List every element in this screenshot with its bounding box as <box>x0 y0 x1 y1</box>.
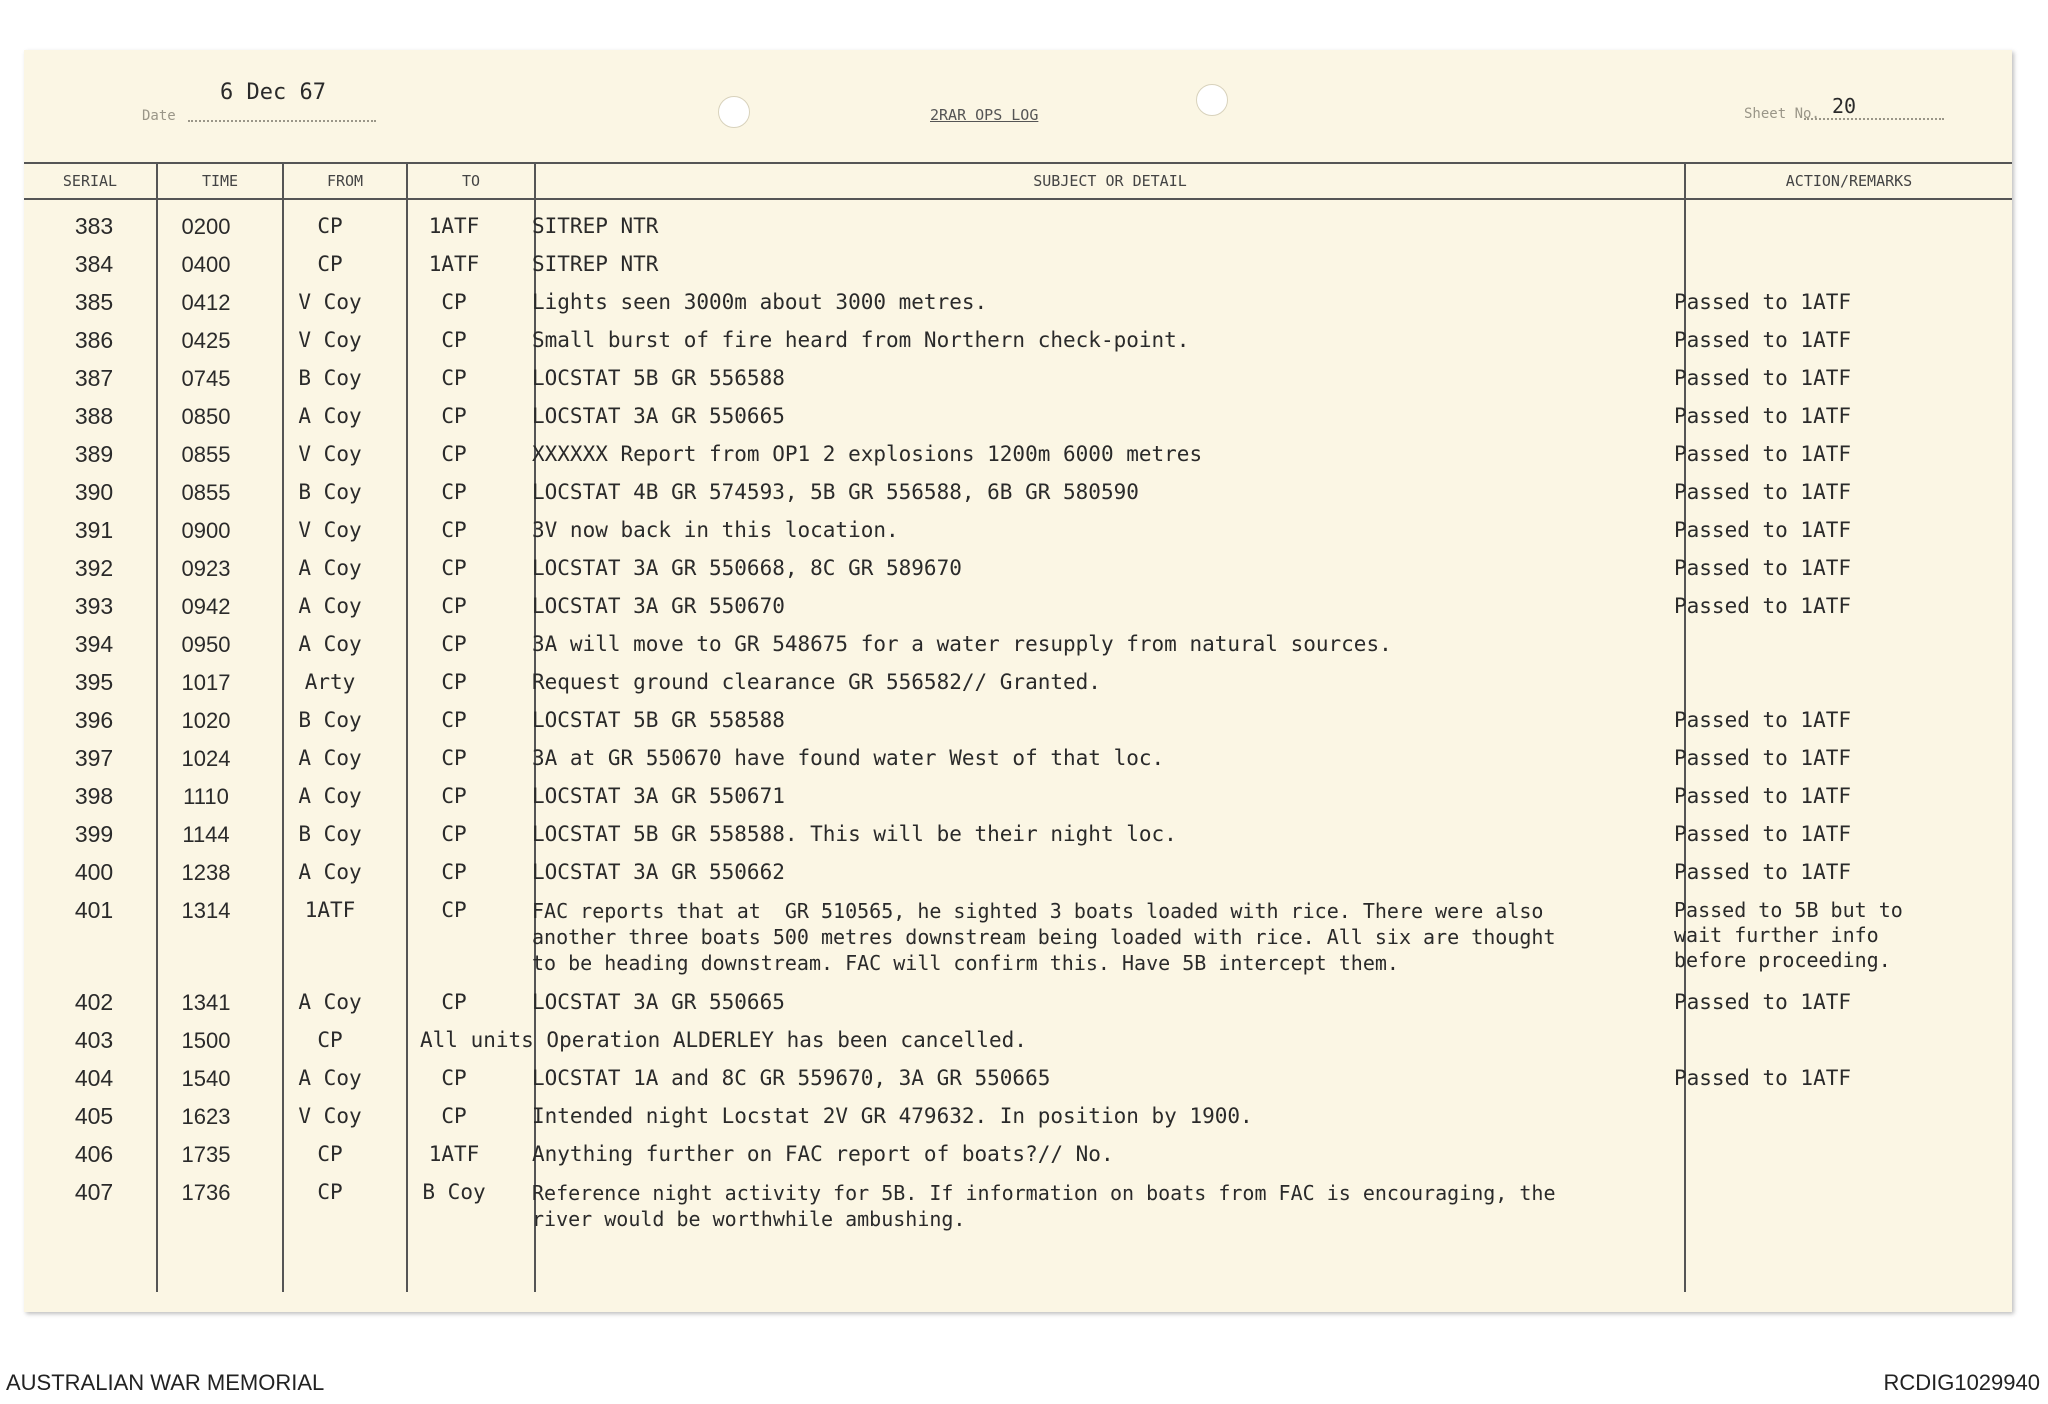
cell-from: A Coy <box>298 632 362 656</box>
cell-time: 0400 <box>181 252 231 277</box>
cell-time: 1144 <box>182 822 230 847</box>
cell-time: 0745 <box>181 366 231 391</box>
cell-action: Passed to 1ATF <box>1674 784 1852 808</box>
cell-from: Arty <box>304 670 356 694</box>
cell-from: B Coy <box>298 822 362 846</box>
cell-to: CP <box>441 518 467 542</box>
header-top-rule <box>24 162 2012 164</box>
cell-serial: 392 <box>74 555 114 581</box>
cell-serial: 385 <box>74 289 114 315</box>
cell-to: CP <box>441 708 467 732</box>
cell-serial: 391 <box>74 517 114 543</box>
cell-serial: 404 <box>74 1065 114 1091</box>
cell-action: Passed to 1ATF <box>1674 480 1852 504</box>
cell-time: 0850 <box>181 404 231 429</box>
cell-to: CP <box>441 784 467 808</box>
cell-serial: 396 <box>74 707 114 733</box>
cell-to: CP <box>441 328 467 352</box>
cell-serial: 383 <box>74 213 114 239</box>
cell-from: V Coy <box>298 1104 362 1128</box>
cell-time: 1735 <box>181 1142 231 1167</box>
cell-serial: 398 <box>74 783 114 809</box>
cell-action: Passed to 1ATF <box>1674 594 1852 618</box>
cell-time: 1540 <box>181 1066 231 1091</box>
cell-serial: 402 <box>74 989 114 1015</box>
cell-subject: SITREP NTR <box>532 214 659 238</box>
cell-from: A Coy <box>298 990 362 1014</box>
cell-action: Passed to 1ATF <box>1674 708 1852 732</box>
cell-to: CP <box>441 746 467 770</box>
cell-subject: LOCSTAT 1A and 8C GR 559670, 3A GR 550665 <box>532 1066 1051 1090</box>
cell-to: CP <box>441 1066 467 1090</box>
cell-from: CP <box>317 1180 343 1204</box>
cell-time: 1623 <box>181 1104 231 1129</box>
cell-time: 0425 <box>181 328 231 353</box>
cell-to: B Coy <box>422 1180 486 1204</box>
cell-to: CP <box>441 898 467 922</box>
column-header-time: TIME <box>201 172 239 190</box>
cell-from: 1ATF <box>304 898 356 922</box>
cell-subject: LOCSTAT 4B GR 574593, 5B GR 556588, 6B GR 580590 <box>532 480 1139 504</box>
cell-time: 0412 <box>181 290 231 315</box>
cell-action: Passed to 1ATF <box>1674 556 1852 580</box>
cell-subject: LOCSTAT 5B GR 558588 <box>532 708 785 732</box>
column-header-action: ACTION/REMARKS <box>1785 172 1913 190</box>
cell-serial: 399 <box>74 821 114 847</box>
cell-from: CP <box>317 214 343 238</box>
cell-action: Passed to 1ATF <box>1674 822 1852 846</box>
cell-from: CP <box>317 1142 343 1166</box>
cell-from: A Coy <box>298 860 362 884</box>
sheet-number: 20 <box>1832 94 1857 118</box>
cell-serial: 384 <box>74 251 114 277</box>
cell-to: CP <box>441 480 467 504</box>
cell-subject: Anything further on FAC report of boats?// No. <box>532 1142 1114 1166</box>
cell-to: CP <box>441 990 467 1014</box>
cell-to: CP <box>441 822 467 846</box>
cell-from: V Coy <box>298 290 362 314</box>
cell-from: B Coy <box>298 366 362 390</box>
cell-from: A Coy <box>298 746 362 770</box>
cell-subject: Lights seen 3000m about 3000 metres. <box>532 290 988 314</box>
cell-subject: Small burst of fire heard from Northern check-point. <box>532 328 1190 352</box>
cell-serial: 388 <box>74 403 114 429</box>
sheet-no-label: Sheet No. <box>1744 106 1820 122</box>
cell-subject: LOCSTAT 3A GR 550671 <box>532 784 785 808</box>
cell-to: CP <box>441 594 467 618</box>
cell-time: 1341 <box>181 990 231 1015</box>
footer-institution: AUSTRALIAN WAR MEMORIAL <box>6 1370 325 1395</box>
cell-subject: LOCSTAT 3A GR 550670 <box>532 594 785 618</box>
cell-serial: 395 <box>74 669 114 695</box>
footer-reference: RCDIG1029940 <box>1883 1370 2040 1395</box>
cell-time: 1110 <box>183 784 229 809</box>
cell-to: CP <box>441 860 467 884</box>
cell-subject: SITREP NTR <box>532 252 659 276</box>
cell-action: Passed to 1ATF <box>1674 1066 1852 1090</box>
cell-from: A Coy <box>298 784 362 808</box>
cell-time: 1314 <box>181 898 231 923</box>
cell-from: V Coy <box>298 328 362 352</box>
cell-action: Passed to 1ATF <box>1674 290 1852 314</box>
cell-action: Passed to 1ATF <box>1674 328 1852 352</box>
cell-serial: 394 <box>74 631 114 657</box>
cell-serial: 401 <box>74 897 114 923</box>
cell-serial: 407 <box>74 1179 114 1205</box>
cell-to: CP <box>441 670 467 694</box>
cell-subject: FAC reports that at GR 510565, he sighted 3 boats loaded with rice. There were also another three boats 500 metres downstream being loaded with rice. All six are thought to be heading downstream. FAC will confirm this. Have 5B intercept them. <box>532 899 1556 975</box>
cell-subject: 3A at GR 550670 have found water West of that loc. <box>532 746 1165 770</box>
cell-time: 0855 <box>181 442 231 467</box>
cell-time: 0200 <box>181 214 231 239</box>
cell-serial: 390 <box>74 479 114 505</box>
cell-serial: 397 <box>74 745 114 771</box>
punch-hole-left <box>718 96 750 128</box>
cell-subject: All units Operation ALDERLEY has been cancelled. <box>420 1028 1027 1052</box>
cell-to: CP <box>441 442 467 466</box>
cell-to: CP <box>441 366 467 390</box>
cell-serial: 393 <box>74 593 114 619</box>
cell-action: Passed to 1ATF <box>1674 518 1852 542</box>
cell-subject: 3A will move to GR 548675 for a water resupply from natural sources. <box>532 632 1392 656</box>
cell-to: CP <box>441 1104 467 1128</box>
cell-serial: 387 <box>74 365 114 391</box>
cell-subject: LOCSTAT 5B GR 556588 <box>532 366 785 390</box>
cell-action: Passed to 1ATF <box>1674 442 1852 466</box>
cell-subject: LOCSTAT 3A GR 550662 <box>532 860 785 884</box>
cell-action: Passed to 5B but to wait further info before proceeding. <box>1674 898 1903 972</box>
cell-from: CP <box>317 252 343 276</box>
date-label: Date <box>142 108 176 124</box>
cell-to: CP <box>441 632 467 656</box>
log-title: 2RAR OPS LOG <box>930 106 1039 124</box>
cell-to: CP <box>441 290 467 314</box>
cell-time: 1238 <box>181 860 231 885</box>
cell-subject: Intended night Locstat 2V GR 479632. In position by 1900. <box>532 1104 1253 1128</box>
cell-to: CP <box>441 404 467 428</box>
log-date: 6 Dec 67 <box>220 80 326 105</box>
column-header-subject: SUBJECT OR DETAIL <box>1033 172 1187 190</box>
cell-subject: XXXXXX Report from OP1 2 explosions 1200m 6000 metres <box>532 442 1203 466</box>
cell-subject: LOCSTAT 3A GR 550665 <box>532 990 785 1014</box>
cell-time: 0950 <box>181 632 231 657</box>
cell-serial: 406 <box>74 1141 114 1167</box>
cell-subject: LOCSTAT 3A GR 550665 <box>532 404 785 428</box>
cell-from: V Coy <box>298 518 362 542</box>
cell-subject: LOCSTAT 3A GR 550668, 8C GR 589670 <box>532 556 962 580</box>
column-header-serial: SERIAL <box>62 172 118 190</box>
cell-from: B Coy <box>298 480 362 504</box>
cell-serial: 386 <box>74 327 114 353</box>
cell-from: A Coy <box>298 1066 362 1090</box>
cell-from: A Coy <box>298 404 362 428</box>
header-bottom-rule <box>24 198 2012 200</box>
cell-serial: 405 <box>74 1103 114 1129</box>
column-header-to: TO <box>461 172 481 190</box>
cell-from: V Coy <box>298 442 362 466</box>
cell-from: A Coy <box>298 594 362 618</box>
cell-action: Passed to 1ATF <box>1674 860 1852 884</box>
cell-action: Passed to 1ATF <box>1674 990 1852 1014</box>
cell-subject: LOCSTAT 5B GR 558588. This will be their night loc. <box>532 822 1177 846</box>
cell-to: 1ATF <box>428 252 480 276</box>
cell-time: 1500 <box>181 1028 231 1053</box>
cell-time: 1736 <box>181 1180 231 1205</box>
cell-subject: Request ground clearance GR 556582// Granted. <box>532 670 1101 694</box>
cell-serial: 403 <box>74 1027 114 1053</box>
cell-time: 0942 <box>181 594 231 619</box>
cell-action: Passed to 1ATF <box>1674 746 1852 770</box>
cell-serial: 400 <box>74 859 114 885</box>
cell-time: 0855 <box>181 480 231 505</box>
cell-action: Passed to 1ATF <box>1674 366 1852 390</box>
cell-time: 1020 <box>181 708 231 733</box>
cell-to: 1ATF <box>428 1142 480 1166</box>
cell-time: 0923 <box>181 556 231 581</box>
cell-action: Passed to 1ATF <box>1674 404 1852 428</box>
punch-hole-right <box>1196 84 1228 116</box>
cell-time: 1017 <box>181 670 231 695</box>
cell-from: B Coy <box>298 708 362 732</box>
cell-time: 0900 <box>181 518 231 543</box>
cell-from: CP <box>317 1028 343 1052</box>
cell-serial: 389 <box>74 441 114 467</box>
cell-to: CP <box>441 556 467 580</box>
cell-to: 1ATF <box>428 214 480 238</box>
cell-time: 1024 <box>181 746 231 771</box>
cell-from: A Coy <box>298 556 362 580</box>
date-dotted-line <box>188 120 376 122</box>
column-header-from: FROM <box>326 172 364 190</box>
cell-subject: 3V now back in this location. <box>532 518 899 542</box>
sheet-no-dotted-line <box>1804 118 1944 120</box>
cell-subject: Reference night activity for 5B. If information on boats from FAC is encouraging, the river would be worthwhile ambushing. <box>532 1181 1556 1231</box>
